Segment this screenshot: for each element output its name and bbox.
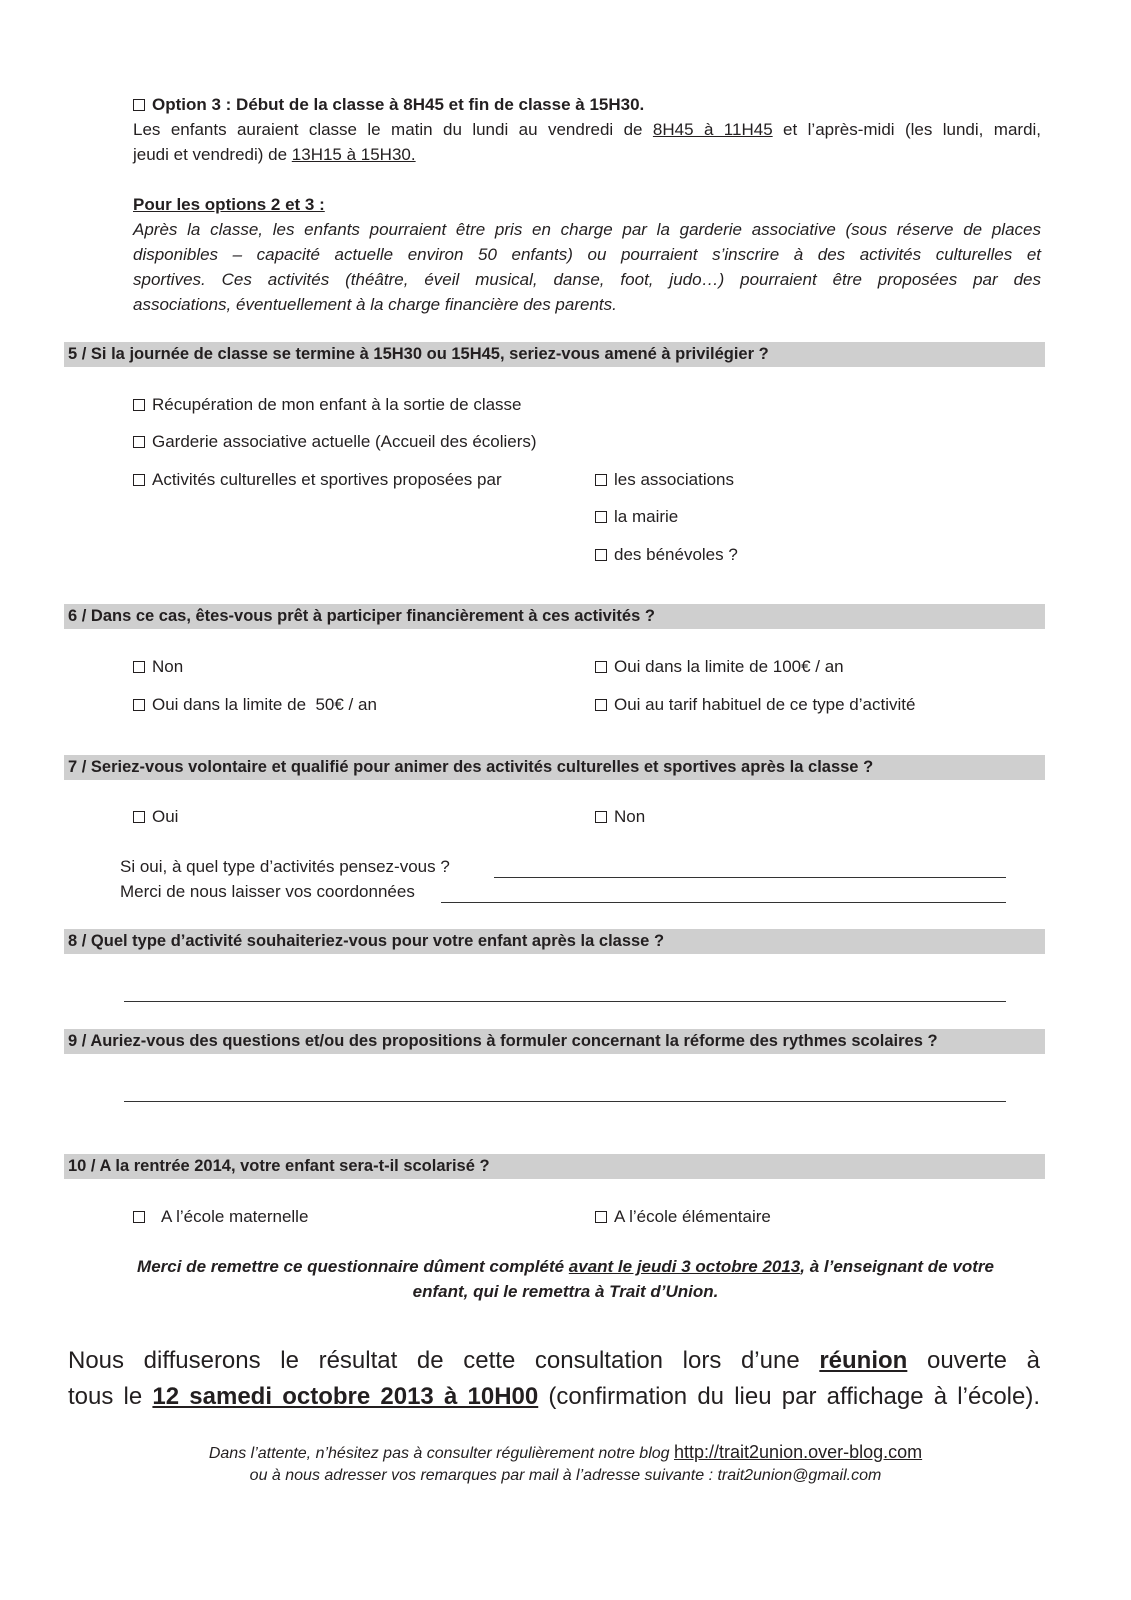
q6-option-tarif[interactable]: Oui au tarif habituel de ce type d’activité bbox=[595, 692, 915, 717]
return-note-line1: Merci de remettre ce questionnaire dûment complété avant le jeudi 3 octobre 2013, à l’enseignant de votre bbox=[137, 1257, 994, 1276]
option3-title: Option 3 : Début de la classe à 8H45 et fin de classe à 15H30. bbox=[133, 92, 644, 117]
announce-line1: Nous diffuserons le résultat de cette consultation lors d’une réunion ouverte à bbox=[68, 1347, 1041, 1374]
q5-sub-benevoles[interactable]: des bénévoles ? bbox=[595, 542, 738, 567]
q5-sub-mairie[interactable]: la mairie bbox=[595, 504, 678, 529]
q6-option-non[interactable]: Non bbox=[133, 654, 183, 679]
q7-contact-input-line[interactable] bbox=[441, 902, 1006, 903]
q6-header: 6 / Dans ce cas, êtes-vous prêt à participer financièrement à ces activités ? bbox=[64, 604, 1045, 629]
checkbox-icon[interactable] bbox=[133, 699, 145, 711]
q7-field-contact-label: Merci de nous laisser vos coordonnées bbox=[120, 882, 415, 901]
checkbox-icon[interactable] bbox=[133, 436, 145, 448]
q5-option-activities[interactable]: Activités culturelles et sportives proposées par bbox=[133, 467, 502, 492]
options23-line2: disponibles – capacité actuelle environ 50 enfants) ou pourraient s’inscrire à des activités culturelles et bbox=[133, 245, 1041, 264]
q6-option-100[interactable]: Oui dans la limite de 100€ / an bbox=[595, 654, 844, 679]
option3-line1: Les enfants auraient classe le matin du lundi au vendredi de 8H45 à 11H45 et l’après-midi (les lundi, mardi, bbox=[133, 120, 1042, 139]
checkbox-icon[interactable] bbox=[595, 811, 607, 823]
q8-header: 8 / Quel type d’activité souhaiteriez-vous pour votre enfant après la classe ? bbox=[64, 929, 1045, 954]
q10-header: 10 / A la rentrée 2014, votre enfant sera-t-il scolarisé ? bbox=[64, 1154, 1045, 1179]
checkbox-icon[interactable] bbox=[133, 399, 145, 411]
options23-line3: sportives. Ces activités (théâtre, éveil musical, danse, foot, judo…) pourraient être proposées par des bbox=[133, 270, 1041, 289]
option3-line2: jeudi et vendredi) de 13H15 à 15H30. bbox=[133, 145, 416, 164]
checkbox-icon[interactable] bbox=[595, 661, 607, 673]
checkbox-icon[interactable] bbox=[595, 1211, 607, 1223]
q7-activity-input-line[interactable] bbox=[494, 877, 1006, 878]
q5-option-garderie[interactable]: Garderie associative actuelle (Accueil des écoliers) bbox=[133, 429, 537, 454]
checkbox-icon[interactable] bbox=[133, 1211, 145, 1223]
q10-option-maternelle[interactable]: A l’école maternelle bbox=[133, 1204, 308, 1229]
q10-option-elementaire[interactable]: A l’école élémentaire bbox=[595, 1204, 771, 1229]
return-note-line2: enfant, qui le remettra à Trait d’Union. bbox=[412, 1282, 719, 1301]
footer-line1: Dans l’attente, n’hésitez pas à consulter régulièrement notre blog http://trait2union.over-blog.com bbox=[208, 1442, 923, 1462]
options23-line4: associations, éventuellement à la charge financière des parents. bbox=[133, 295, 617, 314]
blog-link[interactable]: http://trait2union.over-blog.com bbox=[674, 1442, 923, 1462]
checkbox-icon[interactable] bbox=[133, 474, 145, 486]
checkbox-icon[interactable] bbox=[595, 474, 607, 486]
q7-option-non[interactable]: Non bbox=[595, 804, 645, 829]
checkbox-icon[interactable] bbox=[595, 549, 607, 561]
q7-option-oui[interactable]: Oui bbox=[133, 804, 178, 829]
q9-header: 9 / Auriez-vous des questions et/ou des propositions à formuler concernant la réforme des rythmes scolaires ? bbox=[64, 1029, 1045, 1054]
checkbox-icon[interactable] bbox=[133, 811, 145, 823]
q5-sub-associations[interactable]: les associations bbox=[595, 467, 734, 492]
q5-header: 5 / Si la journée de classe se termine à 15H30 ou 15H45, seriez-vous amené à privilégier ? bbox=[64, 342, 1045, 367]
checkbox-icon[interactable] bbox=[133, 661, 145, 673]
checkbox-option3[interactable] bbox=[133, 99, 145, 111]
announce-line2: tous le 12 samedi octobre 2013 à 10H00 (confirmation du lieu par affichage à l’école). bbox=[68, 1383, 1041, 1410]
checkbox-icon[interactable] bbox=[595, 699, 607, 711]
checkbox-icon[interactable] bbox=[595, 511, 607, 523]
q6-option-50[interactable]: Oui dans la limite de 50€ / an bbox=[133, 692, 377, 717]
q8-answer-line[interactable] bbox=[124, 1001, 1006, 1002]
q9-answer-line[interactable] bbox=[124, 1101, 1006, 1102]
q5-option-pickup[interactable]: Récupération de mon enfant à la sortie de classe bbox=[133, 392, 522, 417]
options23-line1: Après la classe, les enfants pourraient être pris en charge par la garderie associative (sous réserve de places bbox=[133, 220, 1041, 239]
q7-header: 7 / Seriez-vous volontaire et qualifié pour animer des activités culturelles et sportives après la classe ? bbox=[64, 755, 1045, 780]
q7-field-activity-label: Si oui, à quel type d’activités pensez-vous ? bbox=[120, 857, 450, 876]
footer-line2: ou à nous adresser vos remarques par mail à l’adresse suivante : trait2union@gmail.com bbox=[249, 1467, 882, 1484]
options23-title: Pour les options 2 et 3 : bbox=[133, 195, 325, 214]
